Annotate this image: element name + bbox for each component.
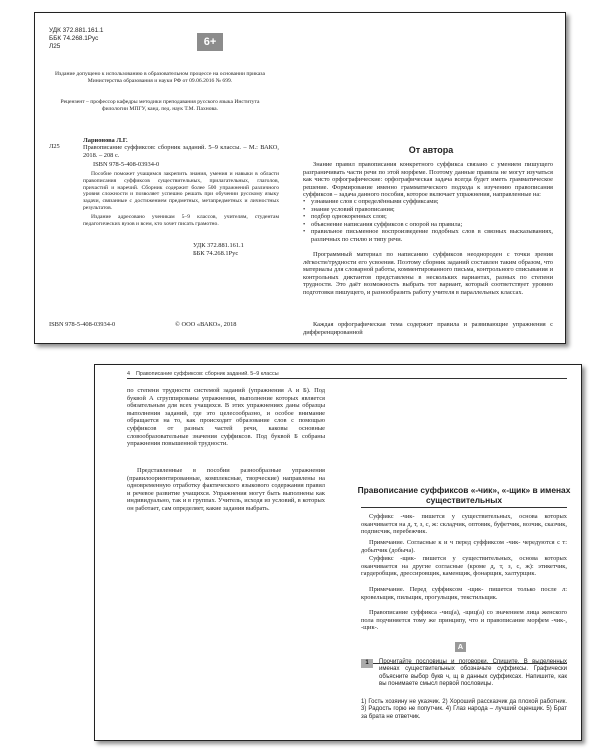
copyright: © ООО «ВАКО», 2018 — [175, 321, 237, 328]
imprint-page — [35, 13, 297, 343]
audience-text: Издание адресовано ученикам 5–9 классов, учителям, студентам педагогических вузов и всем, кто хочет писать грамотно. — [83, 214, 279, 227]
margin-code: Л25 — [49, 143, 60, 150]
bbk-code-2: ББК 74.268.1Рус — [193, 250, 239, 257]
preface-intro: Знание правил правописания конкретного суффикса связано с умением пишущего разграничивать части речи по этой морфеме. Поэтому данные правила не могут изучаться как чисто орфографические: орфографическая задача всегда будет иметь грамматическое решение. Формирование именно грамматического подхода к изучению правописания суффиксов – задача данного пособия, которое включает упражнения, направленные на: — [303, 161, 553, 199]
running-head-title: Правописание суффиксов: сборник заданий. 5–9 классы — [136, 371, 279, 377]
bullet-item: • знание условий правописания; — [303, 205, 395, 213]
udk-code-2: УДК 372.881.161.1 — [193, 242, 244, 249]
author-name: Ларионова Л.Г. — [83, 137, 128, 144]
isbn-mid: ISBN 978-5-408-03934-0 — [93, 161, 160, 168]
abstract-text: Пособие поможет учащимся закрепить знания, умения и навыки в области правописания суффиксов существительных, прилагательных, глаголов, причастий и наречий. Сборник содержит более 500 упражнений различного уровня сложности и позволяет успешно решать при обучении русскому языку задачи, связанные с достижением предметных, метапредметных и личностных результатов. — [83, 171, 279, 211]
exercise-items: 1) Гость хозяину не указчик. 2) Хороший рассказчик да плохой работник. 3) Радость горю не попутчик. 4) Глаз народа – лучший оценщик. 5) Брат за брата не ответчик. — [361, 699, 567, 720]
page-number: 4 — [127, 371, 130, 377]
author-preface-page — [297, 13, 565, 343]
preface-program: Программный материал по написанию суффиксов неоднороден с точки зрения лёгкости/трудности его усвоения. Поэтому сборник заданий составлен таким образом, что материалы для словарной работы, комментированного письма, контрольного списывания и контрольных диктантов представлены в нескольких вариантах, разных по степени трудности. Это даёт возможность выбрать тот вариант, который соответствует уровню подготовки пишущего, и разнообразить работу учителя в параллельных классах. — [303, 251, 553, 296]
udk-code: УДК 372.881.161.1 — [49, 27, 104, 34]
rule-chik: Суффикс -чик- пишется у существительных, основа которых оканчивается на д, т, з, с, ж: складчик, оптовик, буфетчик, возчик, сказчик, подписчик, перебежчик. — [361, 513, 567, 536]
content-spread — [94, 364, 582, 741]
rule-chitsa: Правописание суффикса -чиц(а), -щиц(а) со значением лица женского пола подчиняется тому же принципу, что и правописание морфем -чик-, -щик-. — [361, 609, 567, 632]
preface-bullet-list — [303, 198, 553, 244]
level-a-marker: А — [455, 642, 466, 652]
exercise-task: Прочитайте пословицы и поговорки. Спишите. В выделенных именах существительных обозначьте суффиксы. Графически объясните выбор букв ч, щ в данных суффиксах. Напишите, как вы понимаете смысл первой пословицы. — [379, 659, 567, 688]
levels-text: по степени трудности системой заданий (упражнения А и Б). Под буквой А сгруппированы упражнения, выполнение которых является обязательным для всех учащихся. В этих упражнениях даны образцы выполнения заданий, где это целесообразно, и особое внимание обращается на то, как происходит образование слов с помощью суффиксов от разных частей речи, каковы основные словообразовательные значения суффиксов. Под буквой Б собраны упражнения повышенной трудности. — [127, 387, 325, 448]
content-right-page — [337, 365, 581, 740]
isbn-bottom: ISBN 978-5-408-03934-0 — [49, 321, 116, 328]
bullet-item: • правильное письменное воспроизведение подобных слов в связных высказываниях, различных по стилю и типу речи. — [303, 228, 553, 243]
age-rating-badge: 6+ — [197, 33, 223, 51]
bullet-item: • объяснение написания суффиксов с опорой на правила; — [303, 220, 463, 228]
book-description: Правописание суффиксов: сборник заданий. 5–9 классы. – М.: ВАКО, 2018. – 208 с. — [83, 144, 279, 159]
content-left-page — [95, 365, 337, 740]
section-title: Правописание суффиксов «-чик», «-щик» в именах существительных — [357, 485, 571, 505]
reviewer-note: Рецензент – профессор кафедры методики преподавания русского языка Института филологии МПГУ, канд. пед. наук Т.М. Пахнова. — [60, 99, 260, 112]
section-rule — [361, 507, 567, 508]
bullet-item: • подбор однокоренных слов; — [303, 213, 387, 221]
bbk-code: ББК 74.268.1Рус — [49, 35, 99, 42]
imprint-spread — [34, 12, 566, 344]
note-shchik: Примечание. Перед суффиксом -щик- пишется только после л: кровельщик, пильщик, прогульщик, текстильщик. — [361, 586, 567, 601]
exercise-types-text: Представленные в пособии разнообразные упражнения (правилоориентированные, комплексные, творческие) направлены на одновременную отработку фактического языкового содержания правил и речевое развитие учащихся. Упражнения могут быть выполнены как индивидуально, так и в группах. Учитель, исходя из условий, в которых он работает, сам определяет, какие задания выбрать. — [127, 467, 325, 512]
bullet-item: • узнавание слов с определёнными суффиксами; — [303, 198, 439, 205]
author-code: Л25 — [49, 43, 61, 50]
note-chik: Примечание. Согласные к и ч перед суффиксом -чик- чередуются с т: добытчик (добыча). — [361, 539, 567, 554]
exercise-number: 1 — [361, 659, 373, 668]
rule-shchik: Суффикс -щик- пишется у существительных, основа которых оканчивается на другие согласные (кроме д, т, з, с, ж): этикетчик, гардеробщик, дрессировщик, каменщик, фонарщик, халтурщик. — [361, 555, 567, 578]
preface-heading: От автора — [408, 145, 454, 155]
preface-topic: Каждая орфографическая тема содержит правила и развивающие упражнения с дифференцированной — [303, 321, 553, 336]
approval-note: Издание допущено к использованию в образовательном процессе на основании приказа Министерства образования и науки РФ от 09.06.2016 № 699. — [55, 71, 265, 84]
